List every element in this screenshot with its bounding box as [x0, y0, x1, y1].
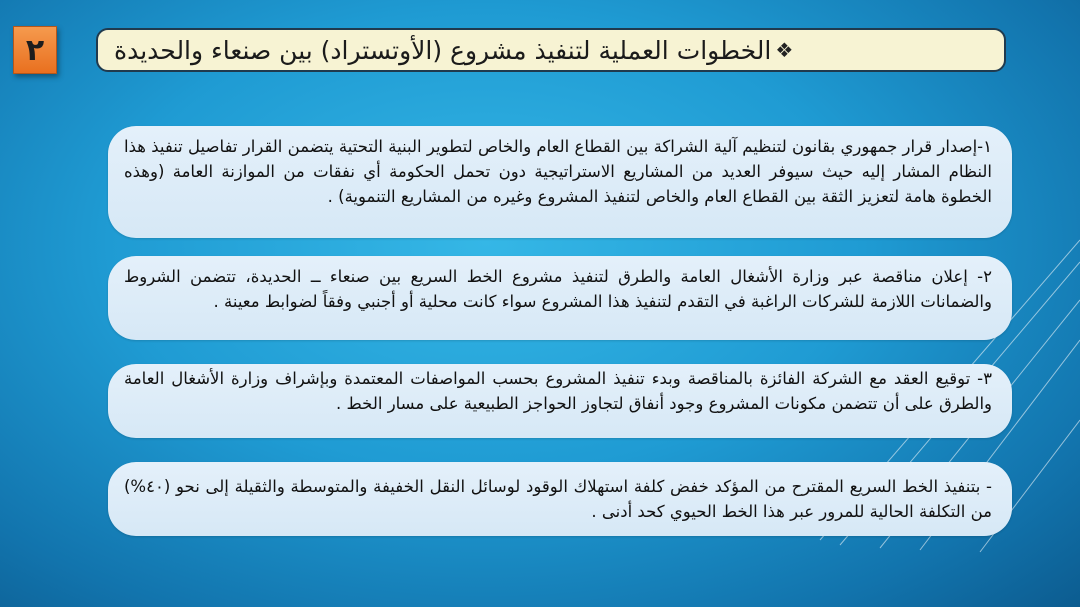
step-card-1: ١-إصدار قرار جمهوري بقانون لتنظيم آلية الشراكة بين القطاع العام والخاص لتطوير البنية التحتية يتضمن القرار تفاصيل تنفيذ هذا النظام المشار إليه حيث سيوفر العديد من المشاريع الاستراتيجية دون تحمل الحكومة أي نفقات من الموازنة العامة (وهذه الخطوة هامة لتعزيز الثقة بين القطاع العام والخاص لتنفيذ المشروع وغيره من المشاريع التنموية) .	[108, 126, 1012, 238]
step-card-2: ٢- إعلان مناقصة عبر وزارة الأشغال العامة والطرق لتنفيذ مشروع الخط السريع بين صنعاء ــ الحديدة، تتضمن الشروط والضمانات اللازمة للشركات الراغبة في التقدم لتنفيذ هذا المشروع سواء كانت محلية أو أجنبي وفقاً لضوابط معينة .	[108, 256, 1012, 340]
diamond-bullet-icon: ❖	[775, 38, 794, 62]
slide-number-badge: ٢	[13, 26, 57, 74]
slide-title	[96, 28, 1006, 72]
step-card-3: ٣- توقيع العقد مع الشركة الفائزة بالمناقصة وبدء تنفيذ المشروع بحسب المواصفات المعتمدة وبإشراف وزارة الأشغال العامة والطرق على أن تتضمن مكونات المشروع وجود أنفاق لتجاوز الحواجز الطبيعية على مسار الخط .	[108, 364, 1012, 438]
step-card-4: - بتنفيذ الخط السريع المقترح من المؤكد خفض كلفة استهلاك الوقود لوسائل النقل الخفيفة والمتوسطة والثقيلة إلى نحو (٤٠%) من التكلفة الحالية للمرور عبر هذا الخط الحيوي كحد أدنى .	[108, 462, 1012, 536]
slide-title-text: الخطوات العملية لتنفيذ مشروع (الأوتستراد) بين صنعاء والحديدة	[114, 35, 772, 65]
